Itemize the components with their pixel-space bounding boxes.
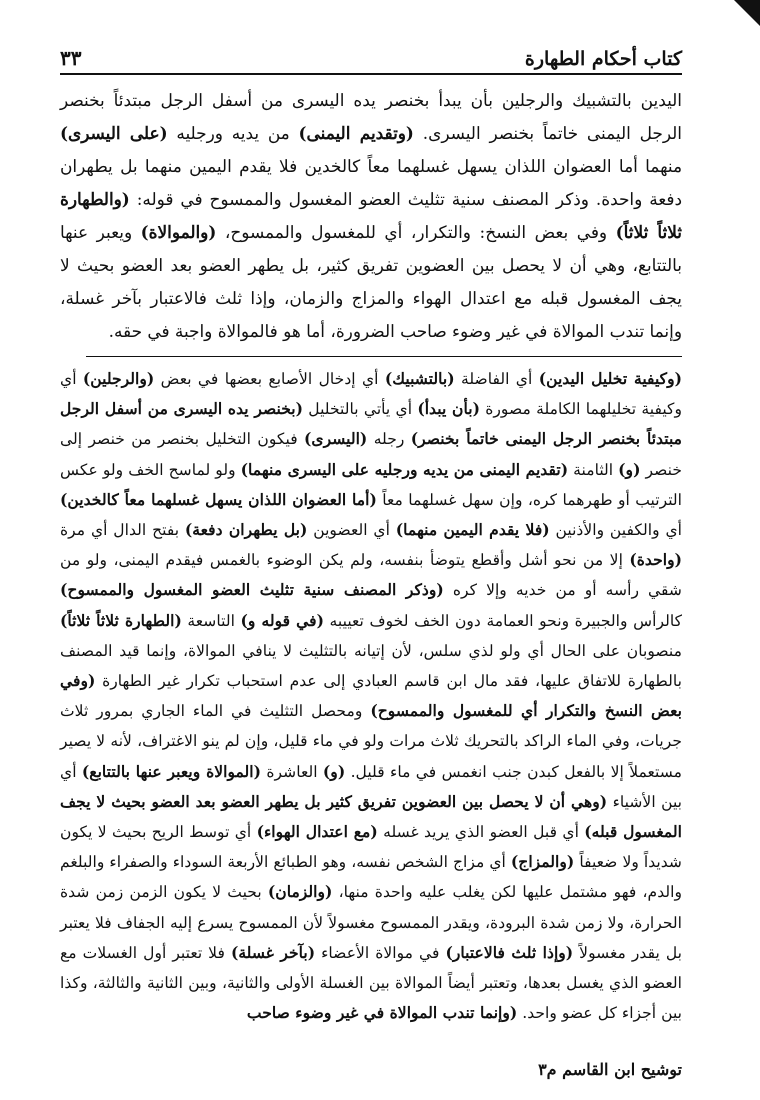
text-run: أي الفاضلة [454,370,539,388]
text-run: ولو لماسح الخف ولو عكس الترتيب أو طهرهما كره، وإن سهل غسلهما معاً [60,460,682,509]
bold-phrase: (في قوله و) [240,610,324,630]
bold-phrase: (وفي بعض النسخ والتكرار أي للمغسول والممسوح) [60,671,682,721]
bold-phrase: (وتقديم اليمنى) [298,122,414,143]
bold-phrase: (فلا يقدم اليمين منهما) [395,520,550,540]
text-run: أي يأتي بالتخليل [303,400,418,419]
bold-phrase: (الموالاة ويعبر عنها بالتتابع) [81,761,261,781]
commentary-text [60,364,682,1028]
text-run: أي بين الأشياء [60,762,682,811]
bold-phrase: (واحدة) [629,550,682,570]
text-run: ومحصل التثليث في الماء الجاري بمرور ثلاث جريات، وفي الماء الراكد بالتحريك ثلاث مرات ولو في ماء قليل، وإن لم ينو الاغتراف، لأنه لا يصير مستعملاً إلا بالفعل كبدن جنب انغمس في ماء قليل. [60,702,683,781]
main-text [60,84,682,348]
text-run: الثامنة [568,460,619,479]
bold-phrase: (وكيفية تخليل اليدين) [538,369,682,388]
main-paragraph [60,84,682,348]
text-run: التاسعة [181,611,241,630]
text-run: أي وكيفية تخليلهما الكاملة مصورة [60,370,682,419]
text-run: أي والكفين والأذنين [549,521,682,540]
bold-phrase: (بخنصر يده اليسرى من أسفل الرجل مبتدئاً بخنصر الرجل اليمنى خاتماً بخنصر) [60,399,683,449]
footnote-rule [86,356,682,357]
bold-phrase: (الطهارة ثلاثاً ثلاثاً) [60,610,182,630]
text-run: وفي بعض النسخ: والتكرار، أي للمغسول والممسوح، [216,221,616,242]
text-run: إلا من نحو أشل وأقطع يتوضأ بنفسه، ولم يكن الوضوء بالغمس فيقدم اليمنى، ولو من شقي رأسه أو من خديه وإلا كره [60,551,682,600]
bold-phrase: (على اليسرى) [60,122,168,143]
text-run: أي قبل العضو الذي يريد غسله [377,823,585,842]
text-run: منهما أما العضوان اللذان يسهل غسلهما معاً كالخدين فلا يقدم اليمين منهما بل يطهران دفعة واحدة. وذكر المصنف سنية تثليث العضو المغسول والممسوح في قوله: [60,155,682,209]
text-run: من يديه ورجليه [167,122,299,143]
bold-phrase: (بأن يبدأ) [417,399,480,419]
bold-phrase: (تقديم اليمنى من يديه ورجليه على اليسرى منهما) [240,459,569,479]
bold-phrase: (وإذا ثلث فالاعتبار) [445,942,574,962]
text-run: منصوبان على الحال أي ولو لذي سلس، لأن إتيانه بالتثليث لا ينافي الموالاة، وإنما قيد المصنف بالطهارة للاتفاق عليها، فقد مال ابن قاسم العبادي إلى عدم استحباب تكرار غير الطهارة [60,641,682,691]
text-run: كالرأس والجبيرة ونحو العمامة دون الخف لخوف تعييبه [323,611,683,630]
bold-phrase: (وذكر المصنف سنية تثليث العضو المغسول والممسوح) [60,580,444,600]
bold-phrase: (بل يطهران دفعة) [184,520,308,540]
book-title: كتاب أحكام الطهارة [524,48,682,70]
text-run: رجله [367,430,411,449]
text-run: فلا تعتبر أول الغسلات مع العضو الذي يغسل بعدها، وتعتبر أيضاً الموالاة بين الغسلة الأولى والثانية، وبين الثانية والثالثة، وكذا بين أجزاء كل عضو واحد. [60,943,682,1023]
text-run: أي إدخال الأصابع بعضها في بعض [154,370,385,388]
text-run: في موالاة الأعضاء [315,943,446,962]
bold-phrase: (والرجلين) [82,369,155,388]
page-number: ٣٣ [60,46,82,70]
header-rule [60,73,682,75]
bold-phrase: (بآخر غسلة) [230,942,316,962]
commentary-paragraph [60,364,682,1028]
page-footer: توشيح ابن القاسم م٣ [538,1060,682,1079]
text-run: ويعبر عنها بالتتابع، وهي أن لا يحصل بين العضوين تفريق كثير، بل يطهر العضو بعد العضو بحيث لا يجف المغسول قبله مع اعتدال الهواء والمزاج والزمان، وإذا ثلث فالاعتبار بآخر غسلة، وإنما تندب الموالاة في غير وضوء صاحب الضرورة، أما هو فالموالاة واجبة في حقه. [60,221,682,341]
bold-phrase: (والمزاج) [510,852,575,872]
bold-phrase: (والطهارة ثلاثاً ثلاثاً) [60,188,682,242]
corner-mark [734,0,760,26]
page-header [60,40,682,70]
bold-phrase: (والزمان) [267,882,333,902]
bold-phrase: (بالتشبيك) [384,369,455,388]
text-run: أي العضوين [307,521,396,540]
text-run: اليدين بالتشبيك والرجلين بأن يبدأ بخنصر يده اليسرى من أسفل الرجل مبتدئاً بخنصر الرجل اليمنى خاتماً بخنصر اليسرى. [60,90,682,143]
text-run: أي توسط الريح بحيث لا يكون شديداً ولا ضعيفاً [60,823,682,872]
bold-phrase: (وهي أن لا يحصل بين العضوين تفريق كثير بل يطهر العضو بعد العضو بحيث لا يجف المغسول قبله) [60,791,682,842]
bold-phrase: (و) [322,761,346,781]
bold-phrase: (مع اعتدال الهواء) [256,822,378,842]
bold-phrase: (والموالاة) [140,221,217,242]
text-run: بحيث لا يكون الزمن زمن شدة الحرارة، ولا زمن شدة البرودة، ويقدر الممسوح مغسولاً لأن الممسوح يسرع إليه الجفاف فلا يعتبر بل يقدر مغسولاً [60,883,682,962]
text-run: العاشرة [261,762,323,781]
text-run: فيكون التخليل بخنصر من خنصر إلى خنصر [60,430,682,479]
bold-phrase: (اليسرى) [304,429,368,449]
bold-phrase: (أما العضوان اللذان يسهل غسلهما معاً كالخدين) [60,489,377,509]
text-run: بفتح الدال أي مرة [60,521,185,540]
bold-phrase: (وإنما تندب الموالاة في غير وضوء صاحب [246,1003,518,1023]
text-run: أي مزاج الشخص نفسه، وهو الطبائع الأربعة السوداء والصفراء والبلغم والدم، فهو مشتمل عليها لكن يغلب عليه واحدة منها، [60,853,682,902]
bold-phrase: (و) [618,459,641,479]
